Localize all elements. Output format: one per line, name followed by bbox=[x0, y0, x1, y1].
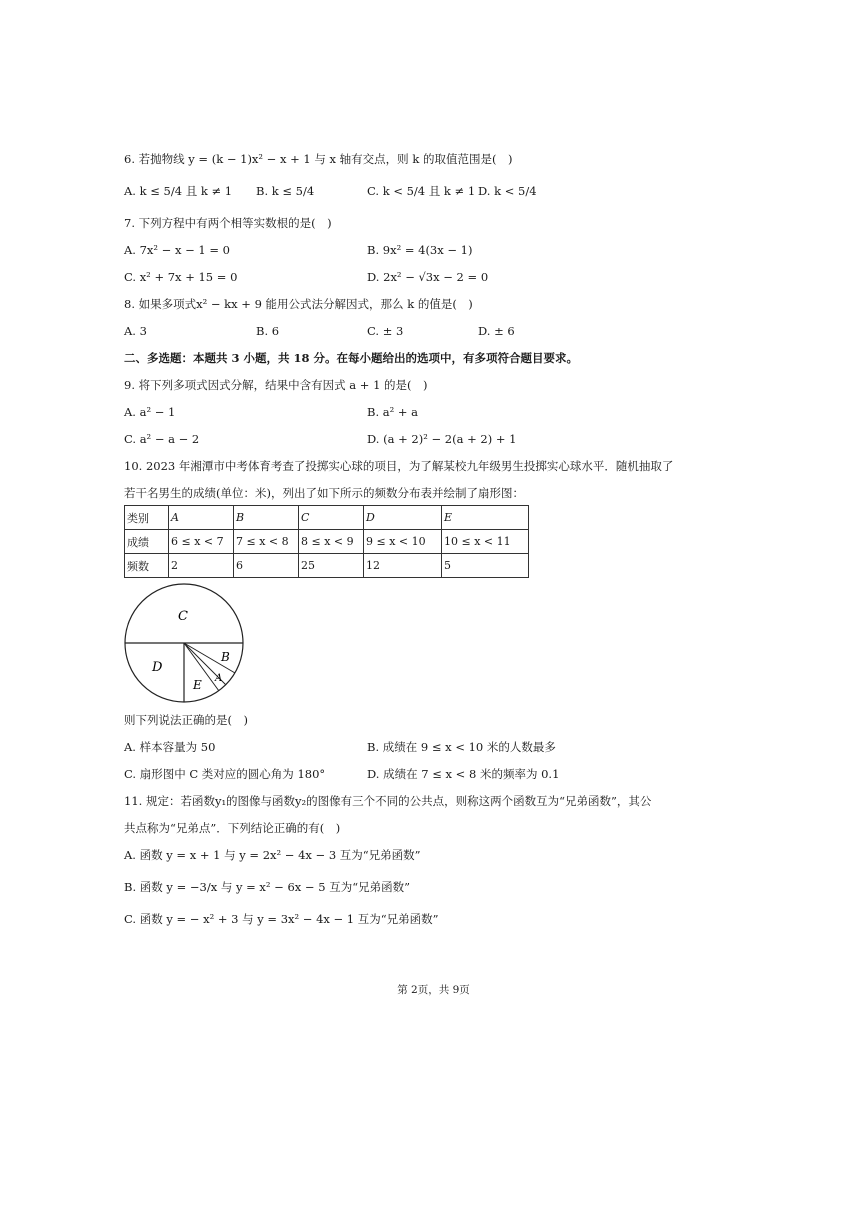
q7-option-c: C. x² + 7x + 15 = 0 bbox=[124, 270, 238, 284]
table-cell: 7 ≤ x < 8 bbox=[234, 530, 299, 554]
table-cell: 10 ≤ x < 11 bbox=[442, 530, 529, 554]
q7-option-b: B. 9x² = 4(3x − 1) bbox=[367, 243, 473, 257]
q9-option-c: C. a² − a − 2 bbox=[124, 432, 200, 446]
q10-stem-line1: 10. 2023 年湘潭市中考体育考查了投掷实心球的项目，为了解某校九年级男生投掷实心球水平．随机抽取了 bbox=[124, 459, 674, 473]
table-cell: 2 bbox=[169, 554, 234, 578]
frequency-table bbox=[124, 505, 529, 578]
pie-chart bbox=[118, 582, 254, 706]
pie-label-a: A bbox=[215, 673, 223, 684]
q7-option-d: D. 2x² − √3x − 2 = 0 bbox=[367, 270, 489, 284]
table-cell: 类别 bbox=[125, 506, 169, 530]
table-cell: C bbox=[299, 506, 364, 530]
section-heading: 二、多选题：本题共 3 小题，共 18 分。在每小题给出的选项中，有多项符合题目要求。 bbox=[124, 351, 579, 365]
pie-label-e: E bbox=[193, 678, 202, 692]
table-cell: 12 bbox=[364, 554, 442, 578]
q8-option-a: A. 3 bbox=[124, 324, 147, 338]
q11-option-c: C. 函数 y = − x² + 3 与 y = 3x² − 4x − 1 互为“兄弟函数” bbox=[124, 912, 439, 926]
q11-stem-line1: 11. 规定：若函数y₁的图像与函数y₂的图像有三个不同的公共点，则称这两个函数互为“兄弟函数”，其公 bbox=[124, 794, 652, 808]
q7-stem: 7. 下列方程中有两个相等实数根的是( ) bbox=[124, 216, 332, 230]
pie-label-c: C bbox=[178, 609, 188, 624]
table-score-row bbox=[125, 530, 529, 554]
table-cell: A bbox=[169, 506, 234, 530]
q8-option-d: D. ± 6 bbox=[478, 324, 515, 338]
table-cell: 8 ≤ x < 9 bbox=[299, 530, 364, 554]
q10-question: 则下列说法正确的是( ) bbox=[124, 713, 248, 727]
q8-option-c: C. ± 3 bbox=[367, 324, 404, 338]
q8-option-b: B. 6 bbox=[256, 324, 280, 338]
table-cell: 频数 bbox=[125, 554, 169, 578]
table-cell: 成绩 bbox=[125, 530, 169, 554]
q9-option-b: B. a² + a bbox=[367, 405, 419, 419]
table-cell: D bbox=[364, 506, 442, 530]
page-footer: 第 2页，共 9页 bbox=[397, 984, 470, 996]
q10-stem-line2: 若干名男生的成绩(单位：米)，列出了如下所示的频数分布表并绘制了扇形图： bbox=[124, 486, 524, 500]
pie-label-d: D bbox=[152, 660, 163, 675]
q7-option-a: A. 7x² − x − 1 = 0 bbox=[124, 243, 230, 257]
q6-option-d: D. k < 5/4 bbox=[478, 184, 537, 198]
q6-option-a: A. k ≤ 5/4 且 k ≠ 1 bbox=[124, 184, 233, 198]
table-cell: 5 bbox=[442, 554, 529, 578]
table-cell: B bbox=[234, 506, 299, 530]
q11-option-b: B. 函数 y = −3/x 与 y = x² − 6x − 5 互为“兄弟函数” bbox=[124, 880, 410, 894]
table-cell: 25 bbox=[299, 554, 364, 578]
q10-option-b: B. 成绩在 9 ≤ x < 10 米的人数最多 bbox=[367, 740, 556, 754]
q9-option-d: D. (a + 2)² − 2(a + 2) + 1 bbox=[367, 432, 517, 446]
q10-option-a: A. 样本容量为 50 bbox=[124, 740, 216, 754]
pie-label-b: B bbox=[221, 650, 230, 664]
q6-option-c: C. k < 5/4 且 k ≠ 1 bbox=[367, 184, 476, 198]
table-header-row bbox=[125, 506, 529, 530]
q11-stem-line2: 共点称为“兄弟点”．下列结论正确的有( ) bbox=[124, 821, 341, 835]
table-cell: 6 ≤ x < 7 bbox=[169, 530, 234, 554]
q8-stem: 8. 如果多项式x² − kx + 9 能用公式法分解因式，那么 k 的值是( ) bbox=[124, 297, 473, 311]
q6-stem: 6. 若抛物线 y = (k − 1)x² − x + 1 与 x 轴有交点，则 k 的取值范围是( ) bbox=[124, 152, 513, 166]
table-cell: 6 bbox=[234, 554, 299, 578]
table-cell: E bbox=[442, 506, 529, 530]
q9-stem: 9. 将下列多项式因式分解，结果中含有因式 a + 1 的是( ) bbox=[124, 378, 428, 392]
table-cell: 9 ≤ x < 10 bbox=[364, 530, 442, 554]
q10-option-c: C. 扇形图中 C 类对应的圆心角为 180° bbox=[124, 767, 326, 781]
q10-option-d: D. 成绩在 7 ≤ x < 8 米的频率为 0.1 bbox=[367, 767, 560, 781]
q11-option-a: A. 函数 y = x + 1 与 y = 2x² − 4x − 3 互为“兄弟函数” bbox=[124, 848, 421, 862]
q6-option-b: B. k ≤ 5/4 bbox=[256, 184, 315, 198]
table-frequency-row bbox=[125, 554, 529, 578]
q9-option-a: A. a² − 1 bbox=[124, 405, 176, 419]
